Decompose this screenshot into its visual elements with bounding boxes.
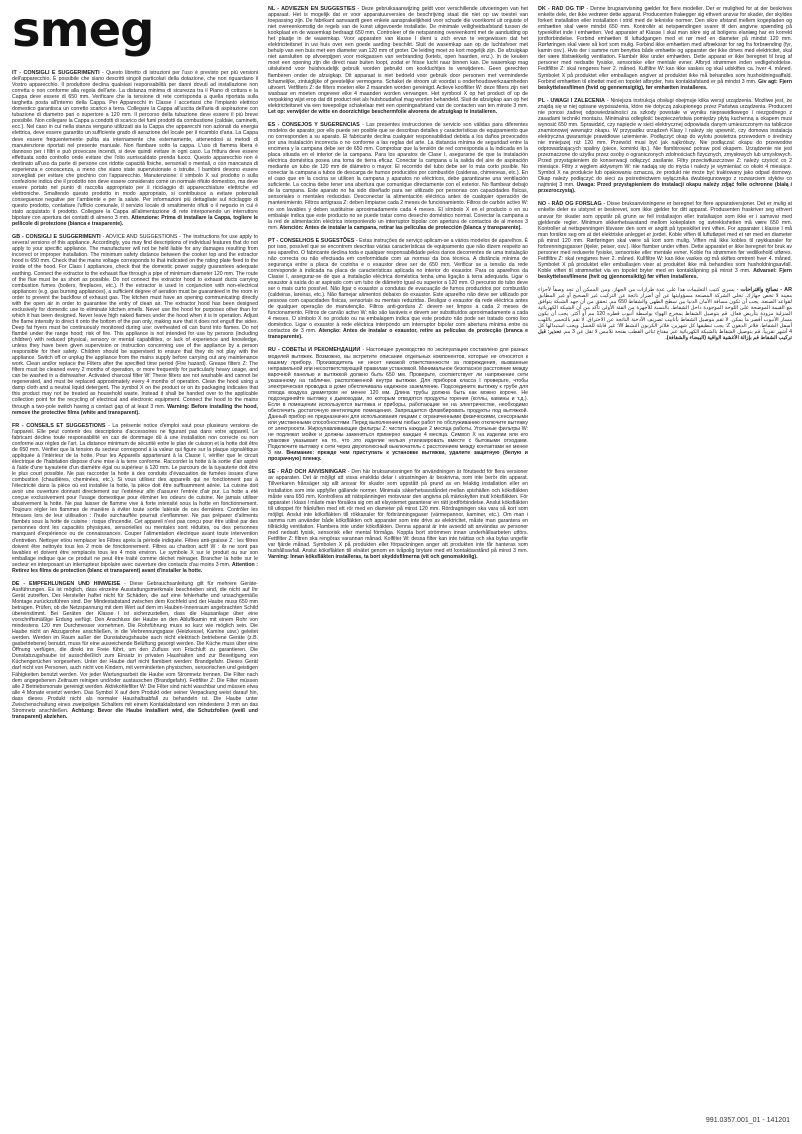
section-fr: FR - CONSEILS ET SUGGESTIONS - La présente notice d'emploi vaut pour plusieurs versions de l'appareil. Elle peut contenir des descriptions d'accessoires ne figurant pas dans votre appareil. Le fabricant décline toute responsabilité en cas de dommage dû à une installation non correcte ou non conforme aux règles de l'art. La distance minimum de sécurité entre le plan de cuisson et la hotte doit être de 650 mm. Vérifier que la tension du secteur correspond à la valeur qui figure sur la plaque signalétique appliquée à l'intérieur de la hotte. Pour les Appareils appartenant à la Classe I, vérifier que le circuit électrique de l'habitation dispose d'une mise à la terre conforme. Raccorder la hotte à la sortie d'air aspiré à l'aide d'une tuyauterie d'un diamètre égal ou supérieur à 120 mm. Le parcours de la tuyauterie doit être le plus court possible. Ne pas raccorder la hotte à des conduits d'évacuation de fumées issues d'une combustion (chaudières, cheminées, etc.). Si vous utilisez des appareils qui ne fonctionnent pas à l'électricité dans la pièce où est installée la hotte, la pièce doit être suffisamment aérée. La cuisine doit avoir une ouverture donnant directement sur l'extérieur afin d'assurer l'entrée d'air pur. La hotte a été conçue exclusivement pour l'usage domestique pour éliminer les odeurs de cuisine. Ne jamais utiliser abusivement la hotte. Ne pas laisser de flamme vive à forte intensité sous la hotte en fonctionnement. Toujours régler les flammes de manière à éviter toute sortie latérale de ces dernières. Contrôler les friteuses lors de leur utilisation : l'huile surchauffée pourrait s'enflammer. Ne pas préparer d'aliments flambés sous la hotte de cuisine : risque d'incendie. Cet appareil n'est pas conçu pour être utilisé par des personnes dont les capacités physiques, sensorielles ou mentales sont réduites, ou des personnes manquant d'expérience ou de connaissances. Couper l'alimentation électrique avant toute intervention d'entretien. Nettoyer et/ou remplacer les Filtres après la période indiquée. Filtres anti-graisse Z : les filtres doivent être nettoyés tous les 2 mois de fonctionnement. Filtres au charbon actif W : ils ne sont pas lavables et doivent être remplacés tous les 4 mois environ. Le symbole X sur le produit ou sur son emballage indique que ce produit ne peut être traité comme déchet ménager. Brancher la hotte sur le secteur en interposant un interrupteur bipolaire avec ouverture des contacts d'au moins 3 mm. Attention : Retirez les films de protection (blanc et transparent) avant d'installer la hotte. <box>12 422 258 574</box>
section-dk: DK - RÅD OG TIP - Denne brugsanvisning gælder for flere modeller. Der er mulighed for at der beskrives enkelte dele, der ikke vedrører dette apparat. Producenten fralægger sig ethvert ansvar for skader, der skyldes forkert installation eller installation i strid med de tekniske normer. Den sikre afstand mellem kogepladen og emhætten skal være mindst 650 mm. Kontrollér at netspændingen svarer til den angivne spænding på typeskiltet inde i emhætten. Ved apparater af Klasse I skal man sikre sig at boligens elanlæg har en korrekt jordforbindelse. Forbind emhætten til luftudgangen med et rør med en diameter på mindst 120 mm. Rørføringen skal være så kort som mulig. Forbind ikke emhætten med aftræksrør for røg fra forbrænding (fyr, kamin osv.). Hvis der i samme rum benyttes både emhætte og apparater der ikke drives med elektricitet, skal der være tilstrækkelig ventilation. Flambér ikke under emhætten. Dette apparat er ikke beregnet til brug af personer med nedsatte fysiske, sensoriske eller mentale evner. Afbryd strømmen inden vedligeholdelse. Fedtfiltre Z: skal rengøres hver 2. måned. Kulfiltre W: kan ikke vaskes og skal udskiftes ca. hver 4. måned. Symbolet X på produktet eller emballagen angiver at produktet ikke må behandles som husholdningsaffald. Forbind emhætten til elnettet med en topolet afbryder, hvis kontaktafstand er på mindst 3 mm. Giv agt: Fjern beskyttelsesfilmen (hvid og gennemsigtig), før emhætten installeres. <box>538 6 792 91</box>
section-heading: ES - CONSEJOS Y SUGERENCIAS <box>268 121 360 128</box>
section-pl: PL - UWAGI I ZALECENIA - Niniejsza instrukcja obsługi obejmuje kilka wersji urządzenia. Możliwe jest, że znajdą się w niej opisane wyposażenia, które nie dotyczą zakupionego przez Państwa urządzenia. Producent nie ponosi żadnej odpowiedzialności za szkody powstałe w wyniku nieprawidłowego i niezgodnego z zasadami techniki montażu. Minimalna odległość bezpieczeństwa pomiędzy płytą kuchenną a okapem musi wynosić 650 mm. Sprawdzić, czy napięcie w sieci elektrycznej odpowiada danym umieszczonym na tabliczce znamionowej wewnątrz okapu. W przypadku urządzeń Klasy I należy się upewnić, czy domowa instalacja elektryczna gwarantuje prawidłowe uziemienie. Podłączyć okap do wylotu powietrza przewodem o średnicy nie mniejszej niż 120 mm. Przewód musi być jak najkrótszy. Nie podłączać okapu do przewodów odprowadzających spaliny (piece, kominki itp.). Nie flambirować potraw pod okapem. Urządzenie nie jest przeznaczone do użytku przez osoby o ograniczonych zdolnościach fizycznych, zmysłowych lub umysłowych. Przed przystąpieniem do konserwacji odłączyć zasilanie. Filtry przeciwtłuszczowe Z: należy czyścić co 2 miesiące. Filtry z węglem aktywnym W: nie nadają się do mycia i należy je wymieniać co około 4 miesiące. Symbol X na produkcie lub opakowaniu oznacza, że produkt nie może być traktowany jako odpad domowy. Okap należy podłączyć do sieci za pośrednictwem wyłącznika dwubiegunowego z rozwarciem styków co najmniej 3 mm. Uwaga: Przed przystąpieniem do instalacji okapu należy zdjąć folie ochronne (białą i przezroczystą). <box>538 97 792 195</box>
section-warning: Uwaga: Przed przystąpieniem do instalacji okapu należy zdjąć folie ochronne (białą i przezroczystą). <box>538 182 792 195</box>
section-body: Denne brugsanvisning gælder for flere modeller. Der er mulighed for at der beskrives enkelte dele, der ikke vedrører dette apparat. Producenten fralægger sig ethvert ansvar for skader, der skyldes forkert installation eller installation i strid med de tekniske normer. Den sikre afstand mellem kogepladen og emhætten skal være mindst 650 mm. Kontrollér at netspændingen svarer til den angivne spænding på typeskiltet inde i emhætten. Ved apparater af Klasse I skal man sikre sig at boligens elanlæg har en korrekt jordforbindelse. Forbind emhætten til luftudgangen med et rør med en diameter på mindst 120 mm. Rørføringen skal være så kort som mulig. Forbind ikke emhætten med aftræksrør for røg fra forbrænding (fyr, kamin osv.). Hvis der i samme rum benyttes både emhætte og apparater der ikke drives med elektricitet, skal der være tilstrækkelig ventilation. Flambér ikke under emhætten. Dette apparat er ikke beregnet til brug af personer med nedsatte fysiske, sensoriske eller mentale evner. Afbryd strømmen inden vedligeholdelse. Fedtfiltre Z: skal rengøres hver 2. måned. Kulfiltre W: kan ikke vaskes og skal udskiftes ca. hver 4. måned. Symbolet X på produktet eller emballagen angiver at produktet ikke må behandles som husholdningsaffald. Forbind emhætten til elnettet med en topolet afbryder, hvis kontaktafstand er på mindst 3 mm. <box>538 6 792 85</box>
section-es: ES - CONSEJOS Y SUGERENCIAS - Las presentes instrucciones de servicio son válidas para diferentes modelos de aparato; por ello puede ser posible que se describan detalles y características de equipamiento que no corresponden a su aparato. El fabricante declina cualquier responsabilidad debida a los daños provocados por una instalación incorrecta o no conforme a las reglas del arte. La distancia mínima de seguridad entre la encimera y la campana debe ser de 650 mm. Comprobar que la tensión de red corresponda a la indicada en la placa situada en el interior de la campana. Para los aparatos de Clase I, asegurarse de que la instalación eléctrica doméstica posea una toma de tierra eficaz. Conectar la campana a la salida del aire de aspiración mediante un tubo de 120 mm de diámetro o mayor. El recorrido del tubo debe ser lo más corto posible. No conectar la campana a tubos de descarga de humos producidos por combustión (calderas, chimeneas, etc.). En el caso que en la cocina se utilicen la campana y aparatos no eléctricos, debe garantizarse una ventilación suficiente. La cocina debe tener una abertura que comunique directamente con el exterior. No flambear debajo de la campana. Este aparato no ha sido diseñado para ser utilizado por personas con capacidades físicas, sensoriales o mentales reducidas. Desconectar la alimentación eléctrica antes de cualquier operación de mantenimiento. Filtros antigrasa Z: deben limpiarse cada 2 meses de funcionamiento. Filtros de carbón activo W: no son lavables y deben sustituirse aproximadamente cada 4 meses. El símbolo X en el producto o en su embalaje indica que este producto no se puede tratar como desecho doméstico normal. Conectar la campana a la red de alimentación eléctrica interponiendo un interruptor bipolar con apertura de contactos de al menos 3 mm. Atención: Antes de instalar la campana, retirar las películas de protección (blanca y transparente). <box>268 121 528 231</box>
section-ar: AR - نصائح واقتراحات - يسري كتيب التعليمات هذا على عدة طرازات من الجهاز. ومن الممكن أن تجد وصفاً لأجزاء معينة لا تخص جهازك. تخلي الشركة المصنعة مسؤوليتها عن أي أضرار ناتجة عن التركيب غير الصحيح أو غير المطابق لقواعد الصنعة. يجب أن تكون مسافة الأمان الدنيا بين سطح الطهي والشفاط 650 مم. تحقق من أن جهد الشبكة يتوافق مع القيمة الموضحة على اللوحة الموجودة داخل الشفاط. بالنسبة للأجهزة من الفئة الأولى تأكد من أن الشبكة الكهربائية المنزلية مزودة بتأريض فعال. قم بتوصيل الشفاط بمخرج الهواء بواسطة أنبوب قطره 120 مم أو أكثر. يجب أن يكون مسار الأنبوب أقصر ما يمكن. لا تقم بتوصيل الشفاط بأنابيب تصريف الأدخنة الناتجة عن الاحتراق. لا تقم بالتحمير باللهب أسفل الشفاط. فلاتر الدهون Z: يجب تنظيفها كل شهرين. فلاتر الكربون النشط W: غير قابلة للغسل ويجب استبدالها كل 4 أشهر تقريباً. قم بتوصيل الشفاط بالشبكة الكهربائية عبر مفتاح ثنائي القطب بفتحة تلامس لا تقل عن 3 مم. تحذير: قبل تركيب الشفاط قم بإزالة الأغشية الواقية (البيضاء والشفافة). <box>538 287 792 342</box>
section-heading: FR - CONSEILS ET SUGGESTIONS <box>12 422 106 429</box>
section-warning: Attenzione: Prima di installare la Cappa, togliere le pellicole di protezione (bianca e trasparente). <box>12 215 258 228</box>
section-heading: DK - RÅD OG TIP <box>538 6 585 12</box>
section-pt: PT - CONSELHOS E SUGESTÕES - Estas instruções de serviço aplicam-se a vários modelos de aparelhos. É por isso, possível que se encontrem descritas várias características de equipamento que não dizem respeito ao seu aparelho. O fabricante declina toda e qualquer responsabilidade pelos danos decorrentes de uma instalação não correcta ou não efectuada em conformidade com as normas da boa técnica. A distância mínima de segurança entre a placa de cozinha e o exaustor deve ser de 650 mm. Verificar se a tensão da rede corresponde à indicada na placa de características aplicada no interior do exaustor. Para os aparelhos da Classe I, assegurar-se de que a instalação eléctrica doméstica tenha uma ligação à terra adequada. Ligar o exaustor à saída do ar aspirado com um tubo de diâmetro igual ou superior a 120 mm. O percurso do tubo deve ser o mais curto possível. Não ligar o exaustor a condutas de evacuação de fumos produzidos por combustão (caldeiras, lareiras, etc.). Não flamejar alimentos debaixo do exaustor. Este aparelho não deve ser utilizado por pessoas com capacidades físicas, sensoriais ou mentais reduzidas. Desligar o exaustor da rede eléctrica antes de qualquer operação de manutenção. Filtros anti-gordura Z: devem ser limpos a cada 2 meses de funcionamento. Filtros de carvão activo W: não são laváveis e devem ser substituídos aproximadamente a cada 4 meses. O símbolo X no produto ou na embalagem indica que este produto não pode ser tratado como lixo doméstico. Ligar o exaustor à rede eléctrica interpondo um interruptor bipolar com abertura mínima entre os contactos de 3 mm. Atenção: Antes de instalar o exaustor, retire as películas de protecção (branca e transparente). <box>268 237 528 341</box>
column-right <box>538 6 792 1128</box>
section-it: IT - CONSIGLI E SUGGERIMENTI - Questo libretto di istruzioni per l'uso è previsto per più versioni dell'apparecchio. È possibile che siano descritti singoli particolari della dotazione, che non riguardano il Vostro apparecchio. Il produttore declina qualsiasi responsabilità per danni dovuti ad installazione non corretta o non conforme alla regola dell'arte. La distanza minima di sicurezza tra il Piano di cottura e la Cappa deve essere di 650 mm. Verificare che la tensione di rete corrisponda a quella riportata sulla targhetta posta all'interno della Cappa. Per Apparecchi in Classe I accertarsi che l'impianto elettrico domestico garantisca un corretto scarico a terra. Collegare la Cappa all'uscita dell'aria di aspirazione con tubazione di diametro pari o superiore a 120 mm. Il percorso della tubazione deve essere il più breve possibile. Non collegare la Cappa a condotti di scarico dei fumi prodotti da combustione (caldaie, caminetti, ecc.). Nel caso in cui nella stanza vengano utilizzati sia la Cappa che apparecchi non azionati da energia elettrica, deve essere garantito un sufficiente grado di aerazione del locale per il ricambio d'aria. La Cappa deve essere frequentemente pulita sia internamente che esternamente, attenendosi ai metodi di manutenzione riportati nel presente manuale. Non flambare sotto la cappa. L'uso di fiamma libera è dannoso per i filtri e può provocare incendi, si deve quindi evitare in ogni caso. La frittura deve essere effettuata sotto controllo onde evitare che l'olio surriscaldato prenda fuoco. Questo apparecchio non è destinato all'uso da parte di persone con ridotte capacità fisiche, sensoriali o mentali, o con mancanza di esperienza e conoscenza, a meno che siano state supervisionate o istruite. I bambini devono essere sorvegliati per evitare che giochino con l'apparecchio. Manutenzione: il simbolo X sul prodotto o sulla confezione indica che il prodotto non deve essere considerato come un normale rifiuto domestico, ma deve essere portato nel punto di raccolta appropriato per il riciclaggio di apparecchiature elettriche ed elettroniche. Smaltendo questo prodotto in modo appropriato, si contribuisce a evitare potenziali conseguenze negative per l'ambiente e per la salute. Per informazioni più dettagliate sul riciclaggio di questo prodotto, contattare l'ufficio comunale, il servizio locale di smaltimento rifiuti o il negozio in cui è stato acquistato il prodotto. Collegare la Cappa all'alimentazione di rete interponendo un interruttore bipolare con apertura dei contatti di almeno 3 mm. Attenzione: Prima di installare la Cappa, togliere le pellicole di protezione (bianca e trasparente). <box>12 70 258 228</box>
section-body: ADVICE AND SUGGESTIONS - The instructions for use apply to several versions of this appliance. Accordingly, you may find descriptions of individual features that do not apply to your specific appliance. The manufacturer will not be held liable for any damages resulting from incorrect or improper installation. The minimum safety distance between the cooker top and the extractor hood is 650 mm. Check that the mains voltage corresponds to that indicated on the rating plate fixed to the inside of the hood. For Class I appliances, check that the domestic power supply guarantees adequate earthing. Connect the extractor to the exhaust flue through a pipe of minimum diameter 120 mm. The route of the flue must be as short as possible. Do not connect the extractor hood to exhaust ducts carrying combustion fumes (boilers, fireplaces, etc.). If the extractor is used in conjunction with non-electrical appliances (e.g. gas burning appliances), a sufficient degree of aeration must be guaranteed in the room in order to prevent the backflow of exhaust gas. The kitchen must have an opening communicating directly with the open air in order to guarantee the entry of clean air. The extractor hood has been designed exclusively for domestic use to eliminate kitchen smells. Never use the hood for purposes other than for which it has been designed. Never leave high naked flames under the hood when it is in operation. Adjust the flame intensity to direct it onto the bottom of the pan only, making sure that it does not engulf the sides. Deep fat fryers must be continuously monitored during use: overheated oil can burst into flames. Do not flambé under the range hood; risk of fire. This appliance is not intended for use by persons (including children) with reduced physical, sensory or mental capabilities, or lack of experience and knowledge, unless they have been given supervision or instruction concerning use of the appliance by a person responsible for their safety. Children should be supervised to ensure that they do not play with the appliance. Switch off or unplug the appliance from the mains supply before carrying out any maintenance work. Clean and/or replace the Filters after the specified time period (Fire hazard). Grease filters Z: The filters must be cleaned every 2 months of operation, or more frequently for particularly heavy usage, and can be washed in a dishwasher. Activated charcoal filter W: These filters are not washable and cannot be regenerated, and must be replaced approximately every 4 months of operation. Clean the hood using a damp cloth and a neutral liquid detergent. The symbol X on the product or on its packaging indicates that this product may not be treated as household waste. Instead it shall be handed over to the applicable collection point for the recycling of electrical and electronic equipment. Connect the hood to the mains through a two-pole switch having a contact gap of at least 3 mm. <box>12 234 258 410</box>
document-code: 991.0357.001_01 - 141201 <box>705 1117 790 1124</box>
section-warning: Advarsel: Fjern beskyttelsesfilmene (hvit og gjennomsiktig) før viften installeres. <box>538 267 792 280</box>
section-nl: NL - ADVIEZEN EN SUGGESTIES - Deze gebruiksaanwijzing geldt voor verschillende uitvoeringen van het apparaat. Het is mogelijk dat er voor apparatuurversies de beschrijving staat die niet op uw toestel van toepassing zijn. De fabrikant aanvaardt geen enkele aansprakelijkheid voor schade die voortkomt uit onjuiste of niet overeenkomstig de regels van de kunst uitgevoerde installatie. De minimale veiligheidsafstand tussen de kookplaat en de wasemkap bedraagt 650 mm. Controleer of de netspanning overeenkomt met de aanduiding op het plaatje in de wasemkap. Voor apparaten van klasse I dient u zich ervan te vergewissen dat het elektriciteitsnet in uw huis over een goede aarding beschikt. Sluit de wasemkap aan op de luchtafvoer met behulp van een buis met een diameter van 120 mm of groter. De leiding moet zo kort mogelijk zijn. De afzuigkap niet aansluiten op afvoerpijpen voor rookgassen van verbranding (ketels, open haarden, enz.). In de keuken moet een opening zijn die direct naar buiten loopt, zodat er frisse lucht naar binnen kan. De wasemkap mag uitsluitend voor huishoudelijk gebruik worden gebruikt om kookluchtjes te verwijderen. Geen gerechten flamberen onder de afzuigkap. Dit apparaat is niet bedoeld voor gebruik door personen met verminderde lichamelijke, zintuiglijke of geestelijke vermogens. Schakel de stroom uit voordat u onderhoudswerkzaamheden uitvoert. Vetfilters Z: de filters moeten elke 2 maanden worden gereinigd. Actieve koolfilter W: deze filters zijn niet wasbaar en moeten ongeveer elke 4 maanden worden vervangen. Het symbool X op het product of op de verpakking wijst erop dat dit product niet als huishoudafval mag worden behandeld. Sluit de afzuigkap aan op het elektriciteitsnet via een tweepolige schakelaar met een openingsafstand van de contacten van ten minste 3 mm. Let op: verwijder de witte en doorzichtige beschermfolie alvorens de afzuigkap te installeren. <box>268 6 528 115</box>
section-warning: Let op: verwijder de witte en doorzichtige beschermfolie alvorens de afzuigkap te installeren. <box>268 108 498 115</box>
section-no: NO - RÅD OG FORSLAG - Disse bruksanvisningene er beregnet for flere apparatversjoner. Det er mulig at enkelte deler av utstyret er beskrevet, som ikke gjelder for ditt apparat. Produsenten fraskriver seg ethvert ansvar for skader som oppstår på grunn av feil installasjon eller installasjon som ikke er i samsvar med gjeldende regler. Minimum sikkerhetsavstand mellom kokeplaten og avtrekkshetten må være 650 mm. Kontroller at nettspenningen tilsvarer den som er angitt på typeskiltet inni viften. For apparater i klasse I må man forsikre seg om at det elektriske anlegget er jordet. Koble viften til luftutløpet med et rør med en diameter på minst 120 mm. Rørføringen skal være så kort som mulig. Viften må ikke kobles til røykkanaler for forbrenningsgasser (kjeler, peiser, osv.). Ikke flamber under viften. Dette apparatet er ikke beregnet for bruk av personer med reduserte fysiske, sensoriske eller mentale evner. Koble fra strømmen før vedlikehold utføres. Fettfiltre Z: skal rengjøres hver 2. måned. Kullfiltre W: kan ikke vaskes og må skiftes omtrent hver 4. måned. Symbolet X på produktet eller emballasjen viser at produktet ikke må behandles som husholdningsavfall. Koble viften til strømnettet via en topolet bryter med en kontaktåpning på minst 3 mm. Advarsel: Fjern beskyttelsesfilmene (hvit og gjennomsiktig) før viften installeres. <box>538 201 792 280</box>
section-warning: Attention : Retirez les films de protection (blanc et transparent) avant d'installer la hotte. <box>12 561 258 574</box>
section-heading: PL - UWAGI I ZALECENIA <box>538 97 605 104</box>
section-body: Las presentes instrucciones de servicio son válidas para diferentes modelos de aparato; por ello puede ser posible que se describan detalles y características de equipamiento que no corresponden a su aparato. El fabricante declina cualquier responsabilidad debida a los daños provocados por una instalación incorrecta o no conforme a las reglas del arte. La distancia mínima de seguridad entre la encimera y la campana debe ser de 650 mm. Comprobar que la tensión de red corresponda a la indicada en la placa situada en el interior de la campana. Para los aparatos de Clase I, asegurarse de que la instalación eléctrica doméstica posea una toma de tierra eficaz. Conectar la campana a la salida del aire de aspiración mediante un tubo de 120 mm de diámetro o mayor. El recorrido del tubo debe ser lo más corto posible. No conectar la campana a tubos de descarga de humos producidos por combustión (calderas, chimeneas, etc.). En el caso que en la cocina se utilicen la campana y aparatos no eléctricos, debe garantizarse una ventilación suficiente. La cocina debe tener una abertura que comunique directamente con el exterior. No flambear debajo de la campana. Este aparato no ha sido diseñado para ser utilizado por personas con capacidades físicas, sensoriales o mentales reducidas. Desconectar la alimentación eléctrica antes de cualquier operación de mantenimiento. Filtros antigrasa Z: deben limpiarse cada 2 meses de funcionamiento. Filtros de carbón activo W: no son lavables y deben sustituirse aproximadamente cada 4 meses. El símbolo X en el producto o en su embalaje indica que este producto no se puede tratar como desecho doméstico normal. Conectar la campana a la red de alimentación eléctrica interponiendo un interruptor bipolar con apertura de contactos de al menos 3 mm. <box>268 121 528 231</box>
section-warning: Внимание: прежде чем приступать к установке вытяжки, удалите защитную (белую и прозрачную) пленку. <box>268 450 528 463</box>
section-warning: Atenção: Antes de instalar o exaustor, retire as películas de protecção (branca e transparente). <box>268 328 528 341</box>
section-warning: تحذير: قبل تركيب الشفاط قم بإزالة الأغشية الواقية (البيضاء والشفافة). <box>538 329 792 342</box>
section-heading: PT - CONSELHOS E SUGESTÕES <box>268 237 355 244</box>
section-de: DE - EMPFEHLUNGEN UND HINWEISE - Diese Gebrauchsanleitung gilt für mehrere Geräte-Ausführungen. Es ist möglich, dass einzelne Ausstattungsmerkmale beschrieben sind, die nicht auf Ihr Gerät zutreffen. Der Hersteller haftet nicht für Schäden, die auf eine fehlerhafte und unsachgemäße Montage zurückzuführen sind. Der Mindestabstand zwischen dem Kochfeld und der Haube muss 650 mm betragen. Prüfen, ob die Netzspannung mit dem Wert auf dem im Hauben-Innenraum angebrachten Schild übereinstimmt. Bei Geräten der Klasse I ist sicherzustellen, dass die Hausanlage über eine vorschriftsmäßige Erdung verfügt. Den Anschluss der Haube an den Abluftkamin mit einem Rohr von mindestens 120 mm Durchmesser vornehmen. Die Rohrführung muss so kurz wie möglich sein. Die Haube nicht an Abzugsrohre anschließen, in die Verbrennungsgase (Heizkessel, Kamine usw.) geleitet werden. Werden im Raum außer der Dunstabzugshaube auch nicht elektrisch betriebene Geräte (z.B. gasbetriebene) benutzt, muss für eine ausreichende Belüftung gesorgt werden. Die Küche muss über eine Öffnung verfügen, die direkt ins Freie führt, um den Zufluss von Frischluft zu garantieren. Die Dunstabzugshaube ist ausschließlich zum Einsatz in privaten Haushalten und zur Beseitigung von Küchengerüchen vorgesehen. Unter der Haube darf nicht flambiert werden: Brandgefahr. Dieses Gerät darf nicht von Personen, auch nicht von Kindern, mit verminderten physischen, sensorischen und geistigen Fähigkeiten benutzt werden. Vor jeder Wartungsarbeit die Haube vom Stromnetz trennen. Die Filter nach dem angegebenen Zeitraum reinigen und/oder austauschen (Brandgefahr). Fettfilter Z: Die Filter müssen alle 2 Betriebsmonate gereinigt werden. Aktivkohlefilter W: Die Filter sind nicht waschbar und müssen etwa alle 4 Monate ersetzt werden. Das Symbol X auf dem Produkt oder seiner Verpackung weist darauf hin, dass dieses Produkt nicht als normaler Haushaltsabfall zu behandeln ist. Die Haube unter Zwischenschaltung eines zweipoligen Schalters mit einem Kontaktabstand von mindestens 3 mm an das Stromnetz anschließen. Achtung: Bevor die Haube installiert wird, die Schutzfolien (weiß und transparent) abziehen. <box>12 580 258 720</box>
section-body: Questo libretto di istruzioni per l'uso è previsto per più versioni dell'apparecchio. È possibile che siano descritti singoli particolari della dotazione, che non riguardano il Vostro apparecchio. Il produttore declina qualsiasi responsabilità per danni dovuti ad installazione non corretta o non conforme alla regola dell'arte. La distanza minima di sicurezza tra il Piano di cottura e la Cappa deve essere di 650 mm. Verificare che la tensione di rete corrisponda a quella riportata sulla targhetta posta all'interno della Cappa. Per Apparecchi in Classe I accertarsi che l'impianto elettrico domestico garantisca un corretto scarico a terra. Collegare la Cappa all'uscita dell'aria di aspirazione con tubazione di diametro pari o superiore a 120 mm. Il percorso della tubazione deve essere il più breve possibile. Non collegare la Cappa a condotti di scarico dei fumi prodotti da combustione (caldaie, caminetti, ecc.). Nel caso in cui nella stanza vengano utilizzati sia la Cappa che apparecchi non azionati da energia elettrica, deve essere garantito un sufficiente grado di aerazione del locale per il ricambio d'aria. La Cappa deve essere frequentemente pulita sia internamente che esternamente, attenendosi ai metodi di manutenzione riportati nel presente manuale. Non flambare sotto la cappa. L'uso di fiamma libera è dannoso per i filtri e può provocare incendi, si deve quindi evitare in ogni caso. La frittura deve essere effettuata sotto controllo onde evitare che l'olio surriscaldato prenda fuoco. Questo apparecchio non è destinato all'uso da parte di persone con ridotte capacità fisiche, sensoriali o mentali, o con mancanza di esperienza e conoscenza, a meno che siano state supervisionate o istruite. I bambini devono essere sorvegliati per evitare che giochino con l'apparecchio. Manutenzione: il simbolo X sul prodotto o sulla confezione indica che il prodotto non deve essere considerato come un normale rifiuto domestico, ma deve essere portato nel punto di raccolta appropriato per il riciclaggio di apparecchiature elettriche ed elettroniche. Smaltendo questo prodotto in modo appropriato, si contribuisce a evitare potenziali conseguenze negative per l'ambiente e per la salute. Per informazioni più dettagliate sul riciclaggio di questo prodotto, contattare l'ufficio comunale, il servizio locale di smaltimento rifiuti o il negozio in cui è stato acquistato il prodotto. Collegare la Cappa all'alimentazione di rete interponendo un interruttore bipolare con apertura dei contatti di almeno 3 mm. <box>12 70 258 222</box>
section-body: Deze gebruiksaanwijzing geldt voor verschillende uitvoeringen van het apparaat. Het is mogelijk dat er voor apparatuurversies de beschrijving staat die niet op uw toestel van toepassing zijn. De fabrikant aanvaardt geen enkele aansprakelijkheid voor schade die voortkomt uit onjuiste of niet overeenkomstig de regels van de kunst uitgevoerde installatie. De minimale veiligheidsafstand tussen de kookplaat en de wasemkap bedraagt 650 mm. Controleer of de netspanning overeenkomt met de aanduiding op het plaatje in de wasemkap. Voor apparaten van klasse I dient u zich ervan te vergewissen dat het elektriciteitsnet in uw huis over een goede aarding beschikt. Sluit de wasemkap aan op de luchtafvoer met behulp van een buis met een diameter van 120 mm of groter. De leiding moet zo kort mogelijk zijn. De afzuigkap niet aansluiten op afvoerpijpen voor rookgassen van verbranding (ketels, open haarden, enz.). In de keuken moet een opening zijn die direct naar buiten loopt, zodat er frisse lucht naar binnen kan. De wasemkap mag uitsluitend voor huishoudelijk gebruik worden gebruikt om kookluchtjes te verwijderen. Geen gerechten flamberen onder de afzuigkap. Dit apparaat is niet bedoeld voor gebruik door personen met verminderde lichamelijke, zintuiglijke of geestelijke vermogens. Schakel de stroom uit voordat u onderhoudswerkzaamheden uitvoert. Vetfilters Z: de filters moeten elke 2 maanden worden gereinigd. Actieve koolfilter W: deze filters zijn niet wasbaar en moeten ongeveer elke 4 maanden worden vervangen. Het symbool X op het product of op de verpakking wijst erop dat dit product niet als huishoudafval mag worden behandeld. Sluit de afzuigkap aan op het elektriciteitsnet via een tweepolige schakelaar met een openingsafstand van de contacten van ten minste 3 mm. <box>268 6 528 109</box>
section-warning: Giv agt: Fjern beskyttelsesfilmen (hvid og gennemsigtig), før emhætten installeres. <box>538 78 792 91</box>
section-heading: GB - CONSIGLI E SUGGERIMENTI <box>12 234 101 241</box>
section-warning: Achtung: Bevor die Haube installiert wird, die Schutzfolien (weiß und transparent) abziehen. <box>12 707 258 720</box>
section-heading: RU - СОВЕТЫ И РЕКОМЕНДАЦИИ <box>268 347 361 354</box>
column-left <box>12 70 258 1128</box>
section-body: يسري كتيب التعليمات هذا على عدة طرازات من الجهاز. ومن الممكن أن تجد وصفاً لأجزاء معينة لا تخص جهازك. تخلي الشركة المصنعة مسؤوليتها عن أي أضرار ناتجة عن التركيب غير الصحيح أو غير المطابق لقواعد الصنعة. يجب أن تكون مسافة الأمان الدنيا بين سطح الطهي والشفاط 650 مم. تحقق من أن جهد الشبكة يتوافق مع القيمة الموضحة على اللوحة الموجودة داخل الشفاط. بالنسبة للأجهزة من الفئة الأولى تأكد من أن الشبكة الكهربائية المنزلية مزودة بتأريض فعال. قم بتوصيل الشفاط بمخرج الهواء بواسطة أنبوب قطره 120 مم أو أكثر. يجب أن يكون مسار الأنبوب أقصر ما يمكن. لا تقم بتوصيل الشفاط بأنابيب تصريف الأدخنة الناتجة عن الاحتراق. لا تقم بالتحمير باللهب أسفل الشفاط. فلاتر الدهون Z: يجب تنظيفها كل شهرين. فلاتر الكربون النشط W: غير قابلة للغسل ويجب استبدالها كل 4 أشهر تقريباً. قم بتوصيل الشفاط بالشبكة الكهربائية عبر مفتاح ثنائي القطب بفتحة تلامس لا تقل عن 3 مم. <box>538 287 792 336</box>
section-body: Estas instruções de serviço aplicam-se a vários modelos de aparelhos. É por isso, possível que se encontrem descritas várias características de equipamento que não dizem respeito ao seu aparelho. O fabricante declina toda e qualquer responsabilidade pelos danos decorrentes de uma instalação não correcta ou não efectuada em conformidade com as normas da boa técnica. A distância mínima de segurança entre a placa de cozinha e o exaustor deve ser de 650 mm. Verificar se a tensão da rede corresponde à indicada na placa de características aplicada no interior do exaustor. Para os aparelhos da Classe I, assegurar-se de que a instalação eléctrica doméstica tenha uma ligação à terra adequada. Ligar o exaustor à saída do ar aspirado com um tubo de diâmetro igual ou superior a 120 mm. O percurso do tubo deve ser o mais curto possível. Não ligar o exaustor a condutas de evacuação de fumos produzidos por combustão (caldeiras, lareiras, etc.). Não flamejar alimentos debaixo do exaustor. Este aparelho não deve ser utilizado por pessoas com capacidades físicas, sensoriais ou mentais reduzidas. Desligar o exaustor da rede eléctrica antes de qualquer operação de manutenção. Filtros anti-gordura Z: devem ser limpos a cada 2 meses de funcionamento. Filtros de carvão activo W: não são laváveis e devem ser substituídos aproximadamente a cada 4 meses. O símbolo X no produto ou na embalagem indica que este produto não pode ser tratado como lixo doméstico. Ligar o exaustor à rede eléctrica interpondo um interruptor bipolar com abertura mínima entre os contactos de 3 mm. <box>268 237 528 335</box>
column-middle <box>268 6 528 1128</box>
section-body: Disse bruksanvisningene er beregnet for flere apparatversjoner. Det er mulig at enkelte deler av utstyret er beskrevet, som ikke gjelder for ditt apparat. Produsenten fraskriver seg ethvert ansvar for skader som oppstår på grunn av feil installasjon eller installasjon som ikke er i samsvar med gjeldende regler. Minimum sikkerhetsavstand mellom kokeplaten og avtrekkshetten må være 650 mm. Kontroller at nettspenningen tilsvarer den som er angitt på typeskiltet inni viften. For apparater i klasse I må man forsikre seg om at det elektriske anlegget er jordet. Koble viften til luftutløpet med et rør med en diameter på minst 120 mm. Rørføringen skal være så kort som mulig. Viften må ikke kobles til røykkanaler for forbrenningsgasser (kjeler, peiser, osv.). Ikke flamber under viften. Dette apparatet er ikke beregnet for bruk av personer med reduserte fysiske, sensoriske eller mentale evner. Koble fra strømmen før vedlikehold utføres. Fettfiltre Z: skal rengjøres hver 2. måned. Kullfiltre W: kan ikke vaskes og må skiftes omtrent hver 4. måned. Symbolet X på produktet eller emballasjen viser at produktet ikke må behandles som husholdningsavfall. Koble viften til strømnettet via en topolet bryter med en kontaktåpning på minst 3 mm. <box>538 201 792 274</box>
smeg-logo <box>12 4 154 56</box>
logo-text: smeg <box>12 2 154 58</box>
section-heading: DE - EMPFEHLUNGEN UND HINWEISE <box>12 580 121 587</box>
section-heading: SE - RÅD OCH ANVISNINGAR <box>268 469 346 476</box>
section-warning: Varning: Innan köksfläkten installeras, ta bort skyddsfilmerna (vit och genomskinlig). <box>268 554 478 561</box>
section-heading: NL - ADVIEZEN EN SUGGESTIES <box>268 6 356 12</box>
section-warning: Warning: Before installing the hood, remove the protective films (white and transparent). <box>12 403 258 416</box>
section-heading: AR - نصائح واقتراحات <box>740 287 792 294</box>
section-se: SE - RÅD OCH ANVISNINGAR - Den här bruksanvisningen för användningen är förutsedd för flera versioner av apparaten. Det är möjligt att vissa enskilda delar i utrustningen är beskrivna, som inte berör din apparat. Tillverkaren frånsäger sig allt ansvar för skador som uppstått på grund av en felaktig installation eller en installation som inte uppfyller gällande normer. Minimala säkerhetsavståndet mellan spishällen och köksfläkten måste vara 650 mm. Kontrollera att nätspänningen motsvarar den angivna på märkskylten inuti köksfläkten. För apparater i klass I måste man försäkra sig om att elsystemet garanterar en rätt jordförbindelse. Anslut köksfläkten till utloppet för frånluften med ett rör med en diameter på minst 120 mm. Rördragningen ska vara så kort som möjligt. Anslut inte köksfläkten till rökkanaler för förbränningsgaser (värmepannor, kaminer, etc.). Om man i samma rum använder både köksfläkten och apparater som inte drivs av elektricitet, måste man garantera en tillräcklig ventilation. Flambera inte under köksfläkten. Denna apparat är inte avsedd att användas av personer med nedsatt fysisk, sensorisk eller mental förmåga. Koppla bort strömmen innan underhållsarbeten utförs. Fettfilter Z: filtren ska rengöras varannan månad. Kolfilter W: dessa filter kan inte tvättas och ska bytas ungefär var fjärde månad. Symbolen X på produkten eller förpackningen anger att produkten inte får hanteras som hushållsavfall. Anslut köksfläkten till elnätet genom en tvåpolig brytare med ett kontaktavstånd på minst 3 mm. Varning: Innan köksfläkten installeras, ta bort skyddsfilmerna (vit och genomskinlig). <box>268 469 528 561</box>
section-en: GB - CONSIGLI E SUGGERIMENTI - ADVICE AND SUGGESTIONS - The instructions for use apply to several versions of this appliance. Accordingly, you may find descriptions of individual features that do not apply to your specific appliance. The manufacturer will not be held liable for any damages resulting from incorrect or improper installation. The minimum safety distance between the cooker top and the extractor hood is 650 mm. Check that the mains voltage corresponds to that indicated on the rating plate fixed to the inside of the hood. For Class I appliances, check that the domestic power supply guarantees adequate earthing. Connect the extractor to the exhaust flue through a pipe of minimum diameter 120 mm. The route of the flue must be as short as possible. Do not connect the extractor hood to exhaust ducts carrying combustion fumes (boilers, fireplaces, etc.). If the extractor is used in conjunction with non-electrical appliances (e.g. gas burning appliances), a sufficient degree of aeration must be guaranteed in the room in order to prevent the backflow of exhaust gas. The kitchen must have an opening communicating directly with the open air in order to guarantee the entry of clean air. The extractor hood has been designed exclusively for domestic use to eliminate kitchen smells. Never use the hood for purposes other than for which it has been designed. Never leave high naked flames under the hood when it is in operation. Adjust the flame intensity to direct it onto the bottom of the pan only, making sure that it does not engulf the sides. Deep fat fryers must be continuously monitored during use: overheated oil can burst into flames. Do not flambé under the range hood; risk of fire. This appliance is not intended for use by persons (including children) with reduced physical, sensory or mental capabilities, or lack of experience and knowledge, unless they have been given supervision or instruction concerning use of the appliance by a person responsible for their safety. Children should be supervised to ensure that they do not play with the appliance. Switch off or unplug the appliance from the mains supply before carrying out any maintenance work. Clean and/or replace the Filters after the specified time period (Fire hazard). Grease filters Z: The filters must be cleaned every 2 months of operation, or more frequently for particularly heavy usage, and can be washed in a dishwasher. Activated charcoal filter W: These filters are not washable and cannot be regenerated, and must be replaced approximately every 4 months of operation. Clean the hood using a damp cloth and a neutral liquid detergent. The symbol X on the product or on its packaging indicates that this product may not be treated as household waste. Instead it shall be handed over to the applicable collection point for the recycling of electrical and electronic equipment. Connect the hood to the mains through a two-pole switch having a contact gap of at least 3 mm. Warning: Before installing the hood, remove the protective films (white and transparent). <box>12 234 258 416</box>
section-body: La présente notice d'emploi vaut pour plusieurs versions de l'appareil. Elle peut contenir des descriptions d'accessoires ne figurant pas dans votre appareil. Le fabricant décline toute responsabilité en cas de dommage dû à une installation non correcte ou non conforme aux règles de l'art. La distance minimum de sécurité entre le plan de cuisson et la hotte doit être de 650 mm. Vérifier que la tension du secteur correspond à la valeur qui figure sur la plaque signalétique appliquée à l'intérieur de la hotte. Pour les Appareils appartenant à la Classe I, vérifier que le circuit électrique de l'habitation dispose d'une mise à la terre conforme. Raccorder la hotte à la sortie d'air aspiré à l'aide d'une tuyauterie d'un diamètre égal ou supérieur à 120 mm. Le parcours de la tuyauterie doit être le plus court possible. Ne pas raccorder la hotte à des conduits d'évacuation de fumées issues d'une combustion (chaudières, cheminées, etc.). Si vous utilisez des appareils qui ne fonctionnent pas à l'électricité dans la pièce où est installée la hotte, la pièce doit être suffisamment aérée. La cuisine doit avoir une ouverture donnant directement sur l'extérieur afin d'assurer l'entrée d'air pur. La hotte a été conçue exclusivement pour l'usage domestique pour éliminer les odeurs de cuisine. Ne jamais utiliser abusivement la hotte. Ne pas laisser de flamme vive à forte intensité sous la hotte en fonctionnement. Toujours régler les flammes de manière à éviter toute sortie latérale de ces dernières. Contrôler les friteuses lors de leur utilisation : l'huile surchauffée pourrait s'enflammer. Ne pas préparer d'aliments flambés sous la hotte de cuisine : risque d'incendie. Cet appareil n'est pas conçu pour être utilisé par des personnes dont les capacités physiques, sensorielles ou mentales sont réduites, ou des personnes manquant d'expérience ou de connaissances. Couper l'alimentation électrique avant toute intervention d'entretien. Nettoyer et/ou remplacer les Filtres après la période indiquée. Filtres anti-graisse Z : les filtres doivent être nettoyés tous les 2 mois de fonctionnement. Filtres au charbon actif W : ils ne sont pas lavables et doivent être remplacés tous les 4 mois environ. Le symbole X sur le produit ou sur son emballage indique que ce produit ne peut être traité comme déchet ménager. Brancher la hotte sur le secteur en interposant un interrupteur bipolaire avec ouverture des contacts d'au moins 3 mm. <box>12 422 258 568</box>
section-body: Den här bruksanvisningen för användningen är förutsedd för flera versioner av apparaten. Det är möjligt att vissa enskilda delar i utrustningen är beskrivna, som inte berör din apparat. Tillverkaren frånsäger sig allt ansvar för skador som uppstått på grund av en felaktig installation eller en installation som inte uppfyller gällande normer. Minimala säkerhetsavståndet mellan spishällen och köksfläkten måste vara 650 mm. Kontrollera att nätspänningen motsvarar den angivna på märkskylten inuti köksfläkten. För apparater i klass I måste man försäkra sig om att elsystemet garanterar en rätt jordförbindelse. Anslut köksfläkten till utloppet för frånluften med ett rör med en diameter på minst 120 mm. Rördragningen ska vara så kort som möjligt. Anslut inte köksfläkten till rökkanaler för förbränningsgaser (värmepannor, kaminer, etc.). Om man i samma rum använder både köksfläkten och apparater som inte drivs av elektricitet, måste man garantera en tillräcklig ventilation. Flambera inte under köksfläkten. Denna apparat är inte avsedd att användas av personer med nedsatt fysisk, sensorisk eller mental förmåga. Koppla bort strömmen innan underhållsarbeten utförs. Fettfilter Z: filtren ska rengöras varannan månad. Kolfilter W: dessa filter kan inte tvättas och ska bytas ungefär var fjärde månad. Symbolen X på produkten eller förpackningen anger att produkten inte får hanteras som hushållsavfall. Anslut köksfläkten till elnätet genom en tvåpolig brytare med ett kontaktavstånd på minst 3 mm. <box>268 469 528 554</box>
section-body: Niniejsza instrukcja obsługi obejmuje kilka wersji urządzenia. Możliwe jest, że znajdą się w niej opisane wyposażenia, które nie dotyczą zakupionego przez Państwa urządzenia. Producent nie ponosi żadnej odpowiedzialności za szkody powstałe w wyniku nieprawidłowego i niezgodnego z zasadami techniki montażu. Minimalna odległość bezpieczeństwa pomiędzy płytą kuchenną a okapem musi wynosić 650 mm. Sprawdzić, czy napięcie w sieci elektrycznej odpowiada danym umieszczonym na tabliczce znamionowej wewnątrz okapu. W przypadku urządzeń Klasy I należy się upewnić, czy domowa instalacja elektryczna gwarantuje prawidłowe uziemienie. Podłączyć okap do wylotu powietrza przewodem o średnicy nie mniejszej niż 120 mm. Przewód musi być jak najkrótszy. Nie podłączać okapu do przewodów odprowadzających spaliny (piece, kominki itp.). Nie flambirować potraw pod okapem. Urządzenie nie jest przeznaczone do użytku przez osoby o ograniczonych zdolnościach fizycznych, zmysłowych lub umysłowych. Przed przystąpieniem do konserwacji odłączyć zasilanie. Filtry przeciwtłuszczowe Z: należy czyścić co 2 miesiące. Filtry z węglem aktywnym W: nie nadają się do mycia i należy je wymieniać co około 4 miesiące. Symbol X na produkcie lub opakowaniu oznacza, że produkt nie może być traktowany jako odpad domowy. Okap należy podłączyć do sieci za pośrednictwem wyłącznika dwubiegunowego z rozwarciem styków co najmniej 3 mm. <box>538 97 792 189</box>
section-warning: Atención: Antes de instalar la campana, retirar las películas de protección (blanca y transparente). <box>279 224 522 231</box>
section-heading: IT - CONSIGLI E SUGGERIMENTI <box>12 70 100 76</box>
section-body: Diese Gebrauchsanleitung gilt für mehrere Geräte-Ausführungen. Es ist möglich, dass einzelne Ausstattungsmerkmale beschrieben sind, die nicht auf Ihr Gerät zutreffen. Der Hersteller haftet nicht für Schäden, die auf eine fehlerhafte und unsachgemäße Montage zurückzuführen sind. Der Mindestabstand zwischen dem Kochfeld und der Haube muss 650 mm betragen. Prüfen, ob die Netzspannung mit dem Wert auf dem im Hauben-Innenraum angebrachten Schild übereinstimmt. Bei Geräten der Klasse I ist sicherzustellen, dass die Hausanlage über eine vorschriftsmäßige Erdung verfügt. Den Anschluss der Haube an den Abluftkamin mit einem Rohr von mindestens 120 mm Durchmesser vornehmen. Die Rohrführung muss so kurz wie möglich sein. Die Haube nicht an Abzugsrohre anschließen, in die Verbrennungsgase (Heizkessel, Kamine usw.) geleitet werden. Werden im Raum außer der Dunstabzugshaube auch nicht elektrisch betriebene Geräte (z.B. gasbetriebene) benutzt, muss für eine ausreichende Belüftung gesorgt werden. Die Küche muss über eine Öffnung verfügen, die direkt ins Freie führt, um den Zufluss von Frischluft zu garantieren. Die Dunstabzugshaube ist ausschließlich zum Einsatz in privaten Haushalten und zur Beseitigung von Küchengerüchen vorgesehen. Unter der Haube darf nicht flambiert werden: Brandgefahr. Dieses Gerät darf nicht von Personen, auch nicht von Kindern, mit verminderten physischen, sensorischen und geistigen Fähigkeiten benutzt werden. Vor jeder Wartungsarbeit die Haube vom Stromnetz trennen. Die Filter nach dem angegebenen Zeitraum reinigen und/oder austauschen (Brandgefahr). Fettfilter Z: Die Filter müssen alle 2 Betriebsmonate gereinigt werden. Aktivkohlefilter W: Die Filter sind nicht waschbar und müssen etwa alle 4 Monate ersetzt werden. Das Symbol X auf dem Produkt oder seiner Verpackung weist darauf hin, dass dieses Produkt nicht als normaler Haushaltsabfall zu behandeln ist. Die Haube unter Zwischenschaltung eines zweipoligen Schalters mit einem Kontaktabstand von mindestens 3 mm an das Stromnetz anschließen. <box>12 580 258 714</box>
section-heading: NO - RÅD OG FORSLAG <box>538 201 602 208</box>
section-body: Настоящее руководство по эксплуатации составлено для разных моделей вытяжек. Возможно, вы встретите описание отдельных компонентов, которые не относятся к вашему прибору. Производитель не несет никакой ответственности за повреждения, вызванные неправильной или несоответствующей правилам установкой. Минимальное безопасное расстояние между варочной панелью и вытяжкой должно быть 650 мм. Проверьте, соответствует ли напряжение сети указанному на табличке, расположенной внутри вытяжки. Для приборов класса I проверьте, чтобы электрическая проводка в доме обеспечивала надежное заземление. Подсоедините вытяжку к трубе для отвода воздуха диаметром не менее 120 мм. Длина трубы должна быть как можно короче. Не подсоединяйте вытяжку к дымоходам, по которым отводятся продукты горения (котлы, камины и т.д.). Если в помещении используются вытяжка и приборы, работающие не на электричестве, необходимо обеспечить достаточную вентиляцию помещения. Запрещается фламбировать продукты под вытяжкой. Данный прибор не предназначен для использования лицами с ограниченными физическими, сенсорными или умственными способностями. Перед выполнением любых работ по обслуживанию отключите вытяжку от электросети. Жироулавливающие фильтры Z: чистить каждые 2 месяца работы. Угольные фильтры W: не подлежат мойке и должны заменяться примерно каждые 4 месяца. Символ X на изделии или его упаковке указывает на то, что это изделие нельзя утилизировать вместе с бытовыми отходами. Подключите вытяжку к сети через двухполюсный выключатель с расстоянием между контактами не менее 3 мм. <box>268 347 528 457</box>
section-ru: RU - СОВЕТЫ И РЕКОМЕНДАЦИИ - Настоящее руководство по эксплуатации составлено для разных моделей вытяжек. Возможно, вы встретите описание отдельных компонентов, которые не относятся к вашему прибору. Производитель не несет никакой ответственности за повреждения, вызванные неправильной или несоответствующей правилам установкой. Минимальное безопасное расстояние между варочной панелью и вытяжкой должно быть 650 мм. Проверьте, соответствует ли напряжение сети указанному на табличке, расположенной внутри вытяжки. Для приборов класса I проверьте, чтобы электрическая проводка в доме обеспечивала надежное заземление. Подсоедините вытяжку к трубе для отвода воздуха диаметром не менее 120 мм. Длина трубы должна быть как можно короче. Не подсоединяйте вытяжку к дымоходам, по которым отводятся продукты горения (котлы, камины и т.д.). Если в помещении используются вытяжка и приборы, работающие не на электричестве, необходимо обеспечить достаточную вентиляцию помещения. Запрещается фламбировать продукты под вытяжкой. Данный прибор не предназначен для использования лицами с ограниченными физическими, сенсорными или умственными способностями. Перед выполнением любых работ по обслуживанию отключите вытяжку от электросети. Жироулавливающие фильтры Z: чистить каждые 2 месяца работы. Угольные фильтры W: не подлежат мойке и должны заменяться примерно каждые 4 месяца. Символ X на изделии или его упаковке указывает на то, что это изделие нельзя утилизировать вместе с бытовыми отходами. Подключите вытяжку к сети через двухполюсный выключатель с расстоянием между контактами не менее 3 мм. Внимание: прежде чем приступать к установке вытяжки, удалите защитную (белую и прозрачную) пленку. <box>268 347 528 463</box>
